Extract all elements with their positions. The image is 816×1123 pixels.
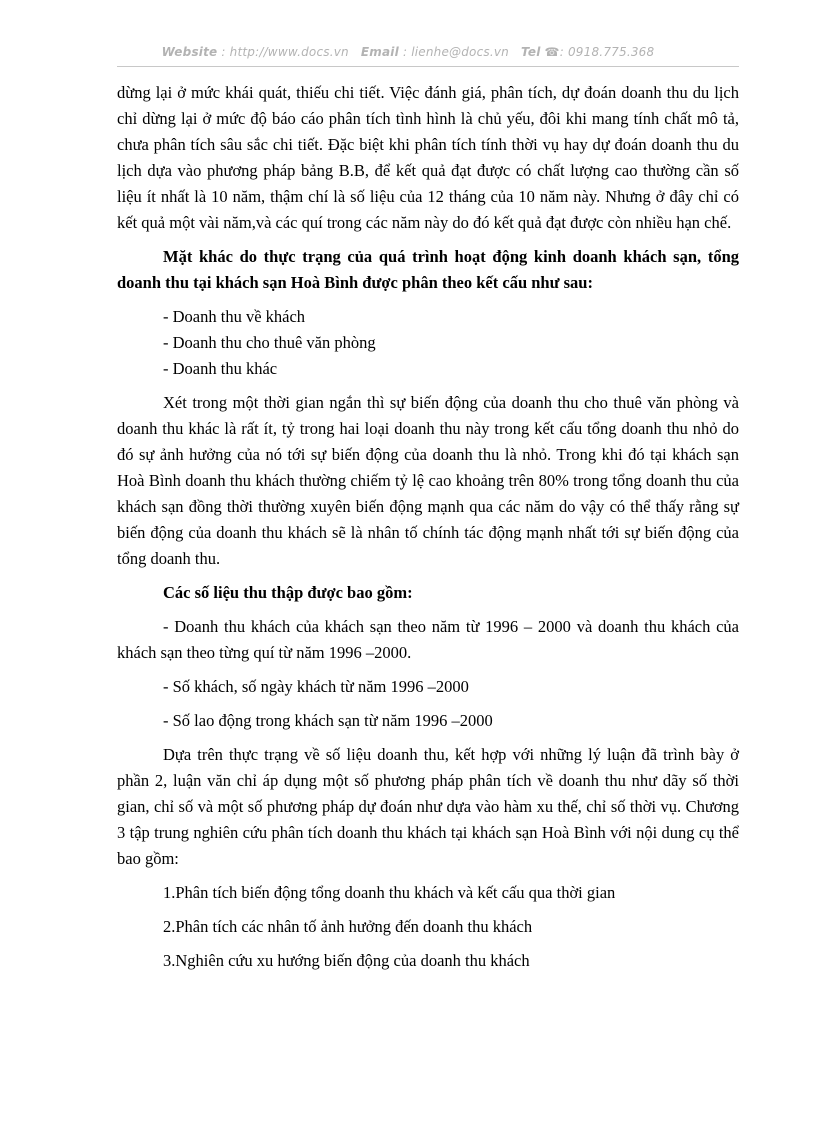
email-label: Email [360,45,399,59]
list-item: 1.Phân tích biến động tổng doanh thu khách và kết cấu qua thời gian [163,883,616,902]
data-item: - Doanh thu khách của khách sạn theo năm từ 1996 – 2000 và doanh thu khách của khách sạn theo từng quí từ năm 1996 –2000. [117,617,739,662]
list-item: - Doanh thu cho thuê văn phòng [163,333,376,352]
paragraph-revenue-structure: Mặt khác do thực trạng của quá trình hoạt động kinh doanh khách sạn, tổng doanh thu tại khách sạn Hoà Bình được phân theo kết cấu như sau: [117,247,739,292]
email-value: : lienhe@docs.vn [402,45,509,59]
tel-label: Tel [521,45,541,59]
list-item: - Doanh thu khác [163,359,278,378]
website-value: : http://www.docs.vn [221,45,349,59]
phone-icon: ☎ [544,45,560,59]
paragraph-intro: dừng lại ở mức khái quát, thiếu chi tiết. Việc đánh giá, phân tích, dự đoán doanh thu du lịch chỉ dừng lại ở mức độ báo cáo phân tích tình hình là chủ yếu, đôi khi mang tính chất mô tả, chưa phân tích sâu sắc chi tiết. Đặc biệt khi phân tích tính thời vụ hay dự đoán doanh thu du lịch dựa vào phương pháp bảng B.B, để kết quả đạt được có chất lượng cao thường cần số liệu ít nhất là 10 năm, thậm chí là số liệu của 12 tháng của 10 năm này. Nhưng ở đây chỉ có kết quả một vài năm,và các quí trong các năm này do đó kết quả đạt được còn nhiều hạn chế. [117,83,739,232]
page-header [0,45,816,59]
list-item: 2.Phân tích các nhân tố ảnh hưởng đến doanh thu khách [163,917,533,936]
data-item: - Số khách, số ngày khách từ năm 1996 –2000 [163,677,469,696]
data-item: - Số lao động trong khách sạn từ năm 1996 –2000 [163,711,493,730]
tel-value: : 0918.775.368 [559,45,655,59]
website-label: Website [161,45,218,59]
list-item: - Doanh thu về khách [163,307,306,326]
section-heading: Các số liệu thu thập được bao gồm: [163,583,413,602]
header-divider [117,66,739,67]
document-body [117,80,739,974]
list-item: 3.Nghiên cứu xu hướng biến động của doanh thu khách [163,951,530,970]
paragraph-method: Dựa trên thực trạng về số liệu doanh thu, kết hợp với những lý luận đã trình bày ở phần 2, luận văn chỉ áp dụng một số phương pháp phân tích về doanh thu như dãy số thời gian, chỉ số và một số phương pháp dự đoán như dựa vào hàm xu thế, chỉ số thời vụ. Chương 3 tập trung nghiên cứu phân tích doanh thu khách tại khách sạn Hoà Bình với nội dung cụ thể bao gồm: [117,745,739,868]
paragraph-analysis: Xét trong một thời gian ngắn thì sự biến động của doanh thu cho thuê văn phòng và doanh thu khác là rất ít, tỷ trong hai loại doanh thu này trong kết cấu tổng doanh thu nhỏ do đó sự ảnh hưởng của nó tới sự biến động của doanh thu là nhỏ. Trong khi đó tại khách sạn Hoà Bình doanh thu khách thường chiếm tỷ lệ cao khoảng trên 80% trong tổng doanh thu của khách sạn đồng thời thường xuyên biến động mạnh qua các năm do vậy có thể thấy rằng sự biến động của doanh thu khách sẽ là nhân tố chính tác động mạnh nhất tới sự biến động của tổng doanh thu. [117,393,739,568]
